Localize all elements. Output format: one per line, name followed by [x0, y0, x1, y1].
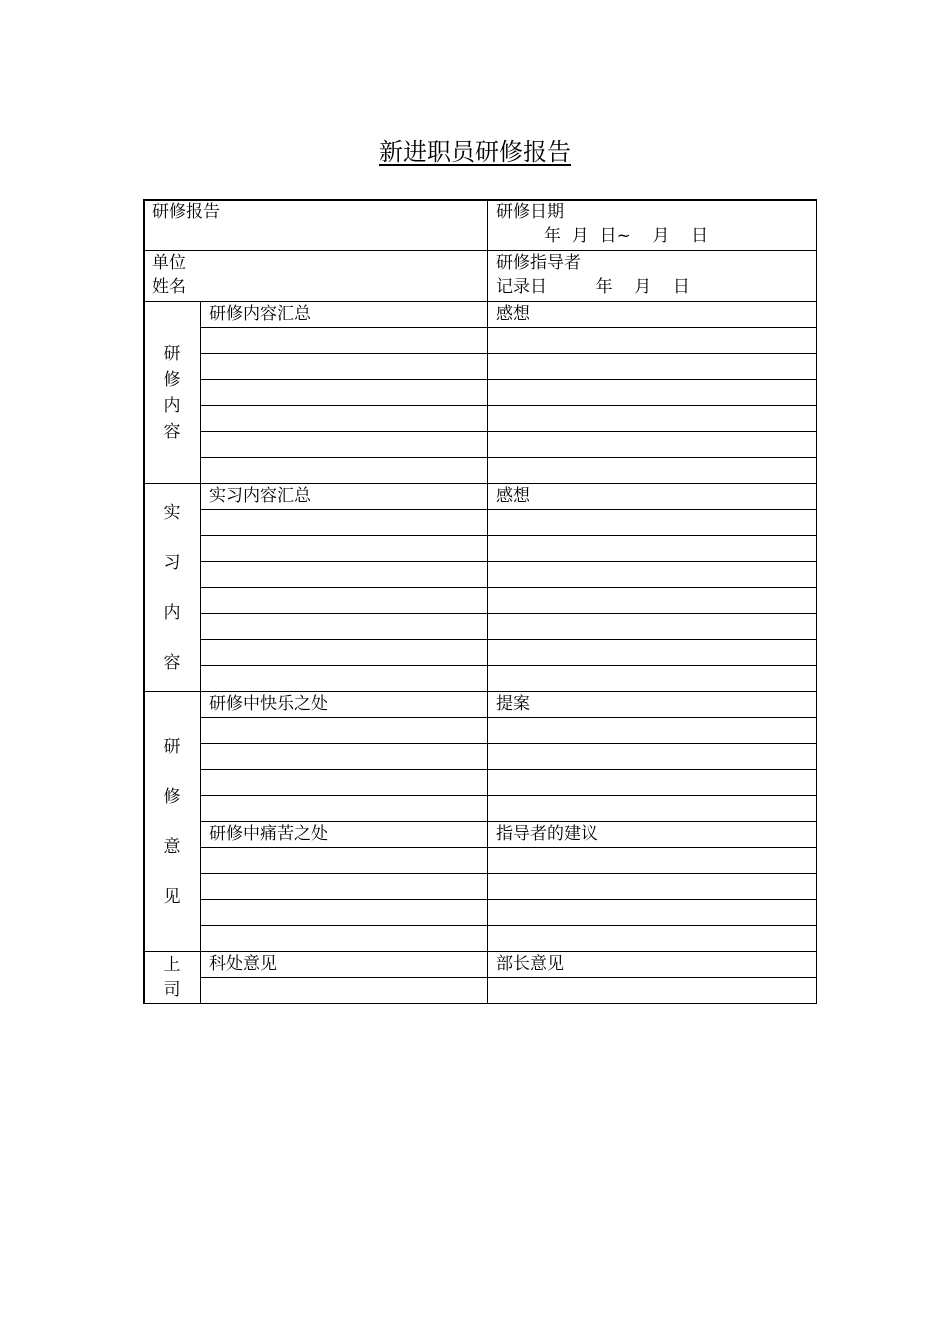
study-thoughts-cell[interactable] [488, 380, 817, 406]
practice-row [144, 536, 817, 562]
mentor-label: 研修指导者 [496, 253, 581, 273]
study-summary-header: 研修内容汇总 [201, 302, 488, 328]
director-opinion-header: 部长意见 [488, 952, 817, 978]
side-char: 容 [163, 421, 181, 442]
opinion-side-label [144, 692, 201, 952]
record-line [496, 275, 808, 299]
practice-thoughts-cell[interactable] [488, 536, 817, 562]
study-row [144, 328, 817, 354]
side-char: 习 [163, 552, 181, 573]
study-summary-cell[interactable] [201, 328, 488, 354]
opinion-row [144, 926, 817, 952]
side-char: 见 [163, 886, 181, 907]
practice-summary-cell[interactable] [201, 666, 488, 692]
practice-row [144, 614, 817, 640]
study-thoughts-cell[interactable] [488, 328, 817, 354]
joy-cell[interactable] [201, 770, 488, 796]
opinion-row [144, 744, 817, 770]
joy-header: 研修中快乐之处 [201, 692, 488, 718]
proposal-header: 提案 [488, 692, 817, 718]
study-row [144, 354, 817, 380]
practice-row [144, 640, 817, 666]
practice-thoughts-cell[interactable] [488, 614, 817, 640]
opinion-row [144, 900, 817, 926]
practice-row [144, 562, 817, 588]
side-char: 研 [163, 736, 181, 757]
header-row-unit [144, 251, 817, 302]
opinion-row [144, 770, 817, 796]
section-office-opinion-header: 科处意见 [201, 952, 488, 978]
opinion-row [144, 718, 817, 744]
study-thoughts-cell[interactable] [488, 432, 817, 458]
side-char: 司 [163, 979, 181, 1000]
side-char: 研 [163, 343, 181, 364]
opinion-row [144, 874, 817, 900]
study-thoughts-cell[interactable] [488, 406, 817, 432]
opinion-header-row-1 [144, 692, 817, 718]
practice-thoughts-cell[interactable] [488, 510, 817, 536]
study-summary-cell[interactable] [201, 458, 488, 484]
practice-row [144, 588, 817, 614]
practice-side-label [144, 484, 201, 692]
section-office-opinion-cell[interactable] [201, 978, 488, 1004]
study-row [144, 406, 817, 432]
director-opinion-cell[interactable] [488, 978, 817, 1004]
mentor-advice-cell[interactable] [488, 874, 817, 900]
side-char: 内 [163, 395, 181, 416]
joy-cell[interactable] [201, 718, 488, 744]
pain-cell[interactable] [201, 926, 488, 952]
report-label: 研修报告 [152, 202, 220, 222]
unit-label: 单位 [152, 253, 186, 273]
side-char: 修 [163, 369, 181, 390]
opinion-header-row-2 [144, 822, 817, 848]
study-row [144, 380, 817, 406]
practice-thoughts-cell[interactable] [488, 588, 817, 614]
record-date: 年 月 日 [595, 277, 690, 297]
study-row [144, 458, 817, 484]
unit-name-cell[interactable] [144, 251, 488, 302]
pain-cell[interactable] [201, 900, 488, 926]
mentor-advice-cell[interactable] [488, 926, 817, 952]
side-char: 修 [163, 786, 181, 807]
practice-thoughts-cell[interactable] [488, 562, 817, 588]
practice-summary-cell[interactable] [201, 614, 488, 640]
period-cell[interactable] [488, 200, 817, 251]
study-header-row [144, 302, 817, 328]
practice-row [144, 510, 817, 536]
pain-cell[interactable] [201, 848, 488, 874]
pain-cell[interactable] [201, 874, 488, 900]
boss-side-label [144, 952, 201, 1004]
study-summary-cell[interactable] [201, 354, 488, 380]
record-label: 记录日 [496, 277, 547, 297]
practice-summary-cell[interactable] [201, 536, 488, 562]
joy-cell[interactable] [201, 796, 488, 822]
mentor-cell[interactable] [488, 251, 817, 302]
study-thoughts-cell[interactable] [488, 458, 817, 484]
pain-header: 研修中痛苦之处 [201, 822, 488, 848]
mentor-advice-cell[interactable] [488, 848, 817, 874]
practice-thoughts-header: 感想 [488, 484, 817, 510]
proposal-cell[interactable] [488, 770, 817, 796]
side-char: 内 [163, 602, 181, 623]
side-char: 容 [163, 652, 181, 673]
mentor-advice-header: 指导者的建议 [488, 822, 817, 848]
practice-header-row [144, 484, 817, 510]
side-char: 意 [163, 836, 181, 857]
proposal-cell[interactable] [488, 796, 817, 822]
practice-summary-cell[interactable] [201, 640, 488, 666]
joy-cell[interactable] [201, 744, 488, 770]
opinion-row [144, 796, 817, 822]
period-label: 研修日期 [496, 202, 564, 222]
practice-summary-cell[interactable] [201, 510, 488, 536]
boss-header-row [144, 952, 817, 978]
study-thoughts-cell[interactable] [488, 354, 817, 380]
proposal-cell[interactable] [488, 744, 817, 770]
study-thoughts-header: 感想 [488, 302, 817, 328]
study-side-label [144, 302, 201, 484]
report-label-cell[interactable] [144, 200, 488, 251]
report-form-table [143, 199, 817, 1004]
boss-row [144, 978, 817, 1004]
study-summary-cell[interactable] [201, 406, 488, 432]
name-label: 姓名 [152, 277, 186, 297]
study-summary-cell[interactable] [201, 380, 488, 406]
study-row [144, 432, 817, 458]
practice-row [144, 666, 817, 692]
proposal-cell[interactable] [488, 718, 817, 744]
practice-summary-cell[interactable] [201, 588, 488, 614]
period-date: 年 月 日~ 月 日 [544, 226, 709, 246]
header-row-period [144, 200, 817, 251]
side-char: 实 [163, 502, 181, 523]
study-summary-cell[interactable] [201, 432, 488, 458]
practice-summary-header: 实习内容汇总 [201, 484, 488, 510]
practice-thoughts-cell[interactable] [488, 640, 817, 666]
side-char: 上 [163, 954, 181, 975]
mentor-advice-cell[interactable] [488, 900, 817, 926]
opinion-row [144, 848, 817, 874]
page-title: 新进职员研修报告 [379, 138, 571, 166]
practice-summary-cell[interactable] [201, 562, 488, 588]
practice-thoughts-cell[interactable] [488, 666, 817, 692]
